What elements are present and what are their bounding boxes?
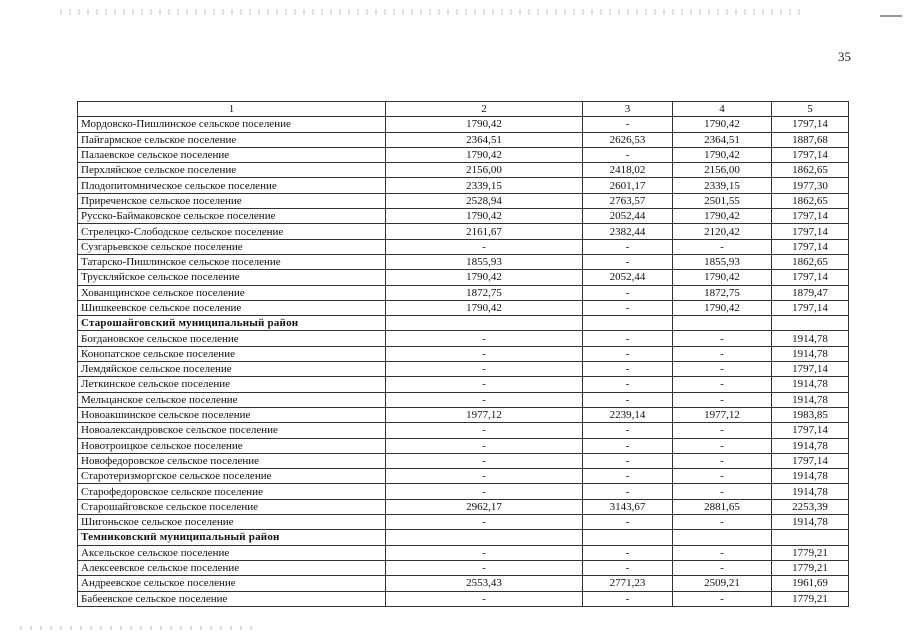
value-cell: 2962,17	[386, 499, 583, 514]
settlement-name: Андреевское сельское поселение	[78, 576, 386, 591]
value-cell: 1961,69	[772, 576, 849, 591]
settlement-name: Плодопитомническое сельское поселение	[78, 178, 386, 193]
table-row	[78, 193, 849, 208]
settlement-name: Старошайговское сельское поселение	[78, 499, 386, 514]
value-cell	[772, 530, 849, 545]
value-cell: 1790,42	[673, 270, 772, 285]
settlement-name: Шишкеевское сельское поселение	[78, 300, 386, 315]
value-cell: -	[673, 377, 772, 392]
value-cell: 1790,42	[386, 147, 583, 162]
settlement-name: Сузгарьевское сельское поселение	[78, 239, 386, 254]
value-cell: 2253,39	[772, 499, 849, 514]
table-row	[78, 331, 849, 346]
settlement-name: Новоалександровское сельское поселение	[78, 423, 386, 438]
column-header: 3	[583, 102, 673, 117]
settlement-name: Алексеевское сельское поселение	[78, 560, 386, 575]
value-cell: 1977,12	[386, 407, 583, 422]
value-cell: 1914,78	[772, 377, 849, 392]
value-cell: 1887,68	[772, 132, 849, 147]
value-cell: 3143,67	[583, 499, 673, 514]
settlement-name: Новотроицкое сельское поселение	[78, 438, 386, 453]
value-cell: 1977,30	[772, 178, 849, 193]
value-cell: 2626,53	[583, 132, 673, 147]
table-row	[78, 407, 849, 422]
value-cell: 1862,65	[772, 254, 849, 269]
settlement-name: Татарско-Пишлинское сельское поселение	[78, 254, 386, 269]
value-cell: -	[583, 147, 673, 162]
settlement-name: Новофедоровское сельское поселение	[78, 453, 386, 468]
value-cell: 2418,02	[583, 163, 673, 178]
settlement-name: Шигоньское сельское поселение	[78, 515, 386, 530]
value-cell: -	[583, 560, 673, 575]
settlement-name: Мордовско-Пишлинское сельское поселение	[78, 117, 386, 132]
value-cell: -	[386, 362, 583, 377]
value-cell: 2509,21	[673, 576, 772, 591]
value-cell	[673, 316, 772, 331]
value-cell: -	[673, 423, 772, 438]
value-cell: 2771,23	[583, 576, 673, 591]
value-cell: 2501,55	[673, 193, 772, 208]
value-cell: 1797,14	[772, 117, 849, 132]
section-row	[78, 530, 849, 545]
value-cell: -	[386, 239, 583, 254]
value-cell: -	[386, 392, 583, 407]
value-cell: 1855,93	[673, 254, 772, 269]
value-cell: -	[386, 377, 583, 392]
header-row	[78, 102, 849, 117]
value-cell: -	[583, 285, 673, 300]
settlement-name: Старотеризморгское сельское поселение	[78, 469, 386, 484]
value-cell: 2382,44	[583, 224, 673, 239]
value-cell: -	[583, 515, 673, 530]
scan-noise-bottom	[20, 626, 260, 630]
value-cell: 1914,78	[772, 484, 849, 499]
table-row	[78, 254, 849, 269]
value-cell: 2601,17	[583, 178, 673, 193]
value-cell: -	[583, 591, 673, 606]
value-cell: -	[673, 484, 772, 499]
column-header: 2	[386, 102, 583, 117]
district-name: Старошайговский муниципальный район	[78, 316, 386, 331]
value-cell: 2553,43	[386, 576, 583, 591]
value-cell	[673, 530, 772, 545]
settlement-name: Пайгармское сельское поселение	[78, 132, 386, 147]
table-body	[78, 117, 849, 607]
table-row	[78, 270, 849, 285]
value-cell: 2763,57	[583, 193, 673, 208]
value-cell: -	[386, 545, 583, 560]
value-cell: -	[583, 300, 673, 315]
value-cell: 2156,00	[673, 163, 772, 178]
value-cell: -	[386, 515, 583, 530]
value-cell: 2364,51	[673, 132, 772, 147]
value-cell: -	[583, 545, 673, 560]
settlement-name: Старофедоровское сельское поселение	[78, 484, 386, 499]
settlement-name: Мельцанское сельское поселение	[78, 392, 386, 407]
value-cell: 2120,42	[673, 224, 772, 239]
value-cell: -	[386, 423, 583, 438]
value-cell: 2339,15	[673, 178, 772, 193]
value-cell: 1914,78	[772, 438, 849, 453]
settlement-name: Приреченское сельское поселение	[78, 193, 386, 208]
settlement-name: Хованщинское сельское поселение	[78, 285, 386, 300]
value-cell	[386, 530, 583, 545]
value-cell: -	[673, 591, 772, 606]
table-row	[78, 438, 849, 453]
value-cell	[583, 530, 673, 545]
value-cell: -	[386, 346, 583, 361]
value-cell: -	[583, 484, 673, 499]
value-cell: -	[583, 453, 673, 468]
page-number: 35	[838, 49, 851, 64]
table-row	[78, 239, 849, 254]
value-cell: 1977,12	[673, 407, 772, 422]
value-cell: 2339,15	[386, 178, 583, 193]
value-cell: 1914,78	[772, 392, 849, 407]
value-cell: -	[583, 377, 673, 392]
value-cell: 2528,94	[386, 193, 583, 208]
value-cell: 1790,42	[673, 209, 772, 224]
settlement-name: Трускляйское сельское поселение	[78, 270, 386, 285]
settlement-name: Конопатское сельское поселение	[78, 346, 386, 361]
value-cell: 1872,75	[673, 285, 772, 300]
value-cell: 1914,78	[772, 346, 849, 361]
value-cell: 2364,51	[386, 132, 583, 147]
value-cell: -	[673, 239, 772, 254]
value-cell: 2881,65	[673, 499, 772, 514]
section-row	[78, 316, 849, 331]
value-cell: -	[673, 453, 772, 468]
value-cell: 1914,78	[772, 331, 849, 346]
value-cell: 1790,42	[673, 117, 772, 132]
settlement-name: Новоакшинское сельское поселение	[78, 407, 386, 422]
table-row	[78, 423, 849, 438]
value-cell: -	[583, 362, 673, 377]
value-cell	[583, 316, 673, 331]
settlement-name: Перхляйское сельское поселение	[78, 163, 386, 178]
value-cell: -	[583, 117, 673, 132]
value-cell: -	[673, 392, 772, 407]
value-cell: 1797,14	[772, 224, 849, 239]
settlement-name: Богдановское сельское поселение	[78, 331, 386, 346]
value-cell: -	[583, 346, 673, 361]
value-cell: -	[583, 438, 673, 453]
table-row	[78, 591, 849, 606]
scan-mark	[880, 15, 902, 17]
value-cell: -	[583, 469, 673, 484]
value-cell: -	[386, 591, 583, 606]
value-cell: -	[673, 515, 772, 530]
value-cell: -	[673, 331, 772, 346]
value-cell: -	[583, 331, 673, 346]
value-cell: 2161,67	[386, 224, 583, 239]
value-cell: -	[673, 346, 772, 361]
value-cell: -	[583, 392, 673, 407]
value-cell: 1779,21	[772, 560, 849, 575]
table-row	[78, 484, 849, 499]
value-cell: 1790,42	[386, 270, 583, 285]
value-cell: -	[386, 331, 583, 346]
value-cell: 1862,65	[772, 193, 849, 208]
table-row	[78, 147, 849, 162]
value-cell: 1779,21	[772, 545, 849, 560]
value-cell: 1862,65	[772, 163, 849, 178]
value-cell: 1790,42	[673, 147, 772, 162]
table-row	[78, 178, 849, 193]
value-cell: 1797,14	[772, 209, 849, 224]
table-row	[78, 560, 849, 575]
table-row	[78, 163, 849, 178]
table-row	[78, 515, 849, 530]
value-cell: 1797,14	[772, 300, 849, 315]
settlement-name: Лемдяйское сельское поселение	[78, 362, 386, 377]
column-header: 5	[772, 102, 849, 117]
value-cell: -	[583, 239, 673, 254]
value-cell: 1879,47	[772, 285, 849, 300]
district-name: Темниковский муниципальный район	[78, 530, 386, 545]
value-cell	[772, 316, 849, 331]
value-cell: -	[583, 423, 673, 438]
value-cell: -	[386, 484, 583, 499]
table-row	[78, 300, 849, 315]
value-cell: -	[673, 469, 772, 484]
value-cell: 1779,21	[772, 591, 849, 606]
table-row	[78, 576, 849, 591]
value-cell: 1790,42	[386, 209, 583, 224]
value-cell	[386, 316, 583, 331]
tariff-table	[77, 101, 849, 607]
table-row	[78, 117, 849, 132]
table-row	[78, 346, 849, 361]
table-row	[78, 132, 849, 147]
value-cell: 2156,00	[386, 163, 583, 178]
table-row	[78, 545, 849, 560]
value-cell: 2052,44	[583, 270, 673, 285]
value-cell: 1914,78	[772, 469, 849, 484]
value-cell: -	[673, 438, 772, 453]
value-cell: 1790,42	[386, 117, 583, 132]
value-cell: 1797,14	[772, 239, 849, 254]
table-row	[78, 224, 849, 239]
value-cell: -	[673, 560, 772, 575]
value-cell: 1983,85	[772, 407, 849, 422]
value-cell: -	[673, 362, 772, 377]
settlement-name: Аксельское сельское поселение	[78, 545, 386, 560]
value-cell: 1855,93	[386, 254, 583, 269]
settlement-name: Русско-Баймаковское сельское поселение	[78, 209, 386, 224]
value-cell: 1790,42	[386, 300, 583, 315]
value-cell: -	[386, 453, 583, 468]
table-row	[78, 453, 849, 468]
value-cell: 1872,75	[386, 285, 583, 300]
table-row	[78, 209, 849, 224]
table-row	[78, 469, 849, 484]
settlement-name: Стрелецко-Слободское сельское поселение	[78, 224, 386, 239]
settlement-name: Бабеевское сельское поселение	[78, 591, 386, 606]
table-row	[78, 377, 849, 392]
column-header: 1	[78, 102, 386, 117]
table-row	[78, 362, 849, 377]
scan-noise-top	[60, 9, 800, 15]
value-cell: 1797,14	[772, 270, 849, 285]
value-cell: 2239,14	[583, 407, 673, 422]
table-row	[78, 499, 849, 514]
value-cell: 1790,42	[673, 300, 772, 315]
settlement-name: Леткинское сельское поселение	[78, 377, 386, 392]
value-cell: -	[673, 545, 772, 560]
settlement-name: Палаевское сельское поселение	[78, 147, 386, 162]
value-cell: 1914,78	[772, 515, 849, 530]
value-cell: -	[386, 560, 583, 575]
value-cell: -	[386, 438, 583, 453]
value-cell: 1797,14	[772, 423, 849, 438]
value-cell: -	[386, 469, 583, 484]
value-cell: -	[583, 254, 673, 269]
value-cell: 1797,14	[772, 362, 849, 377]
value-cell: 1797,14	[772, 147, 849, 162]
table-row	[78, 285, 849, 300]
value-cell: 2052,44	[583, 209, 673, 224]
column-header: 4	[673, 102, 772, 117]
value-cell: 1797,14	[772, 453, 849, 468]
table-row	[78, 392, 849, 407]
